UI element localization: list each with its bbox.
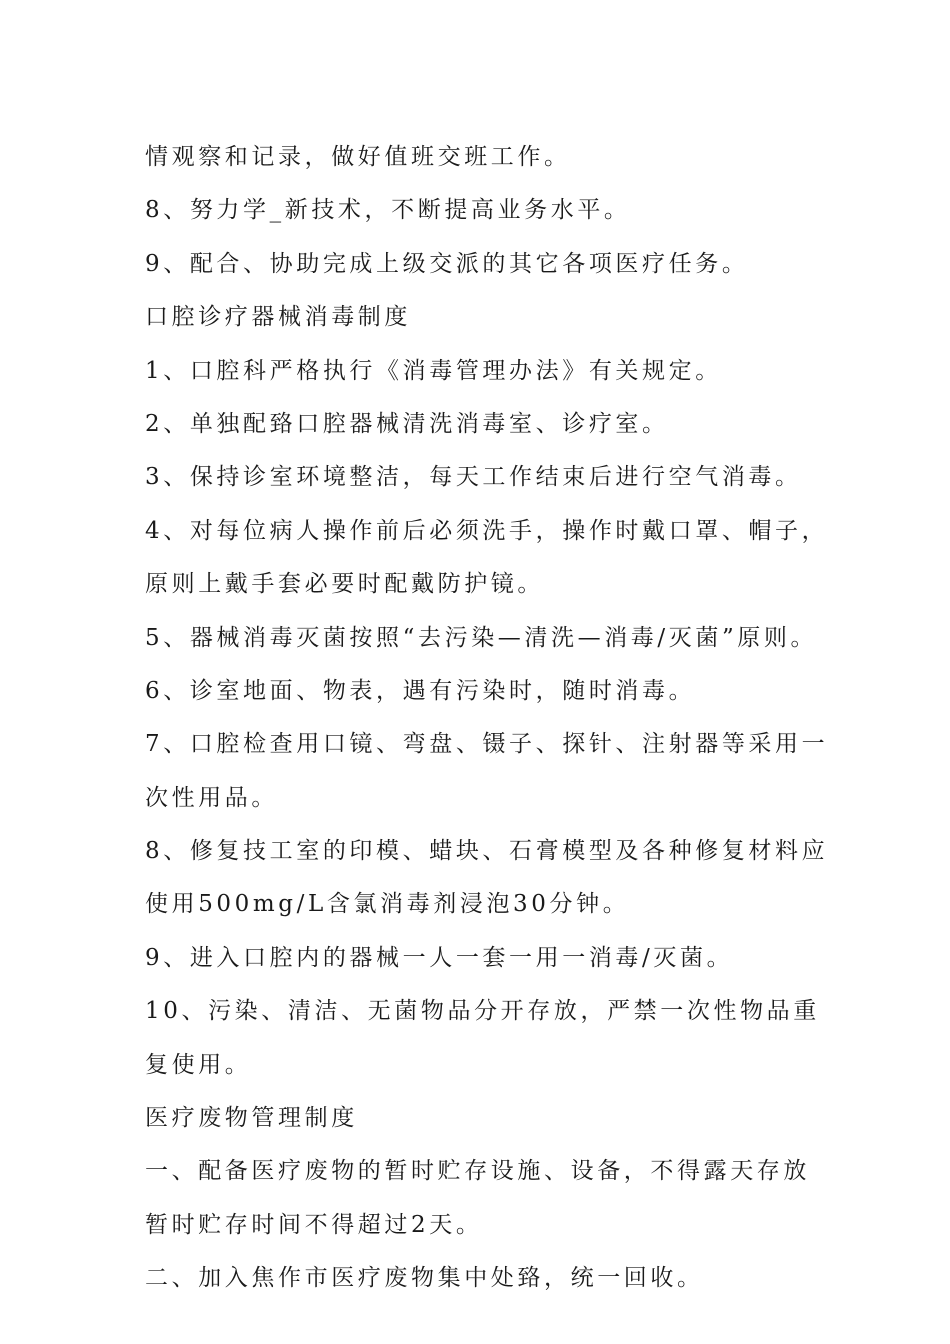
text-line: 10、污染、清洁、无菌物品分开存放，严禁一次性物品重: [145, 998, 820, 1025]
text-line: 一、配备医疗废物的暂时贮存设施、设备，不得露天存放: [145, 1158, 810, 1185]
text-line: 次性用品。: [145, 784, 278, 811]
text-line: 2、单独配臵口腔器械清洗消毒室、诊疗室。: [145, 410, 669, 437]
text-line: 原则上戴手套必要时配戴防护镜。: [145, 571, 544, 598]
text-line: 复使用。: [145, 1051, 252, 1078]
text-line: 8、修复技工室的印模、蜡块、石膏模型及各种修复材料应: [145, 838, 829, 865]
section-heading: 口腔诊疗器械消毒制度: [145, 304, 411, 331]
document-body: [145, 131, 829, 1306]
text-line: 7、口腔检查用口镜、弯盘、镊子、探针、注射器等采用一: [145, 731, 829, 758]
text-line: 6、诊室地面、物表，遇有污染时，随时消毒。: [145, 677, 696, 704]
text-line: 9、进入口腔内的器械一人一套一用一消毒/灭菌。: [145, 944, 734, 971]
text-line: 情观察和记录，做好值班交班工作。: [145, 144, 571, 170]
text-line: 使用500mg/L含氯消毒剂浸泡30分钟。: [145, 891, 630, 918]
text-line: 9、配合、协助完成上级交派的其它各项医疗任务。: [145, 250, 749, 277]
text-line: 8、努力学_新技术，不断提高业务水平。: [145, 197, 631, 224]
section-heading: 医疗废物管理制度: [145, 1105, 358, 1132]
text-line: 暂时贮存时间不得超过2天。: [145, 1211, 483, 1238]
text-line: 1、口腔科严格执行《消毒管理办法》有关规定。: [145, 357, 722, 384]
text-line: 4、对每位病人操作前后必须洗手，操作时戴口罩、帽子，: [145, 517, 829, 544]
text-line: 5、器械消毒灭菌按照“去污染—清洗—消毒/灭菌”原则。: [145, 624, 818, 651]
text-line: 二、加入焦作市医疗废物集中处臵，统一回收。: [145, 1265, 704, 1292]
text-line: 3、保持诊室环境整洁，每天工作结束后进行空气消毒。: [145, 464, 802, 491]
